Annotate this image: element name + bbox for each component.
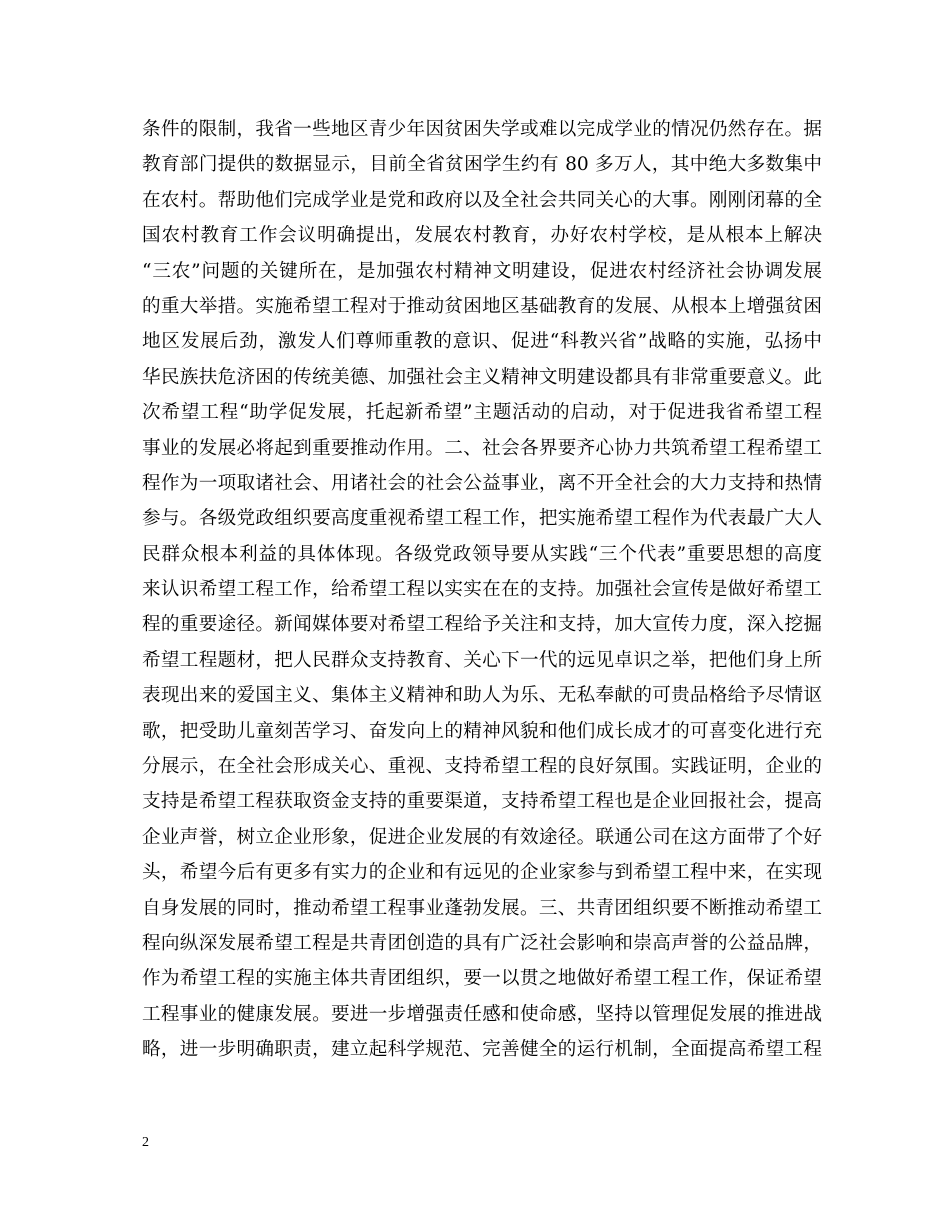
text-line: 条件的限制，我省一些地区青少年因贫困失学或难以完成学业的情况仍然存在。据 (142, 119, 822, 140)
text-line: 程向纵深发展希望工程是共青团创造的具有广泛社会影响和崇高声誉的公益品牌， (142, 932, 822, 954)
text-line: 在农村。帮助他们完成学业是党和政府以及全社会共同关心的大事。刚刚闭幕的全 (142, 189, 822, 211)
text-line: 表现出来的爱国主义、集体主义精神和助人为乐、无私奉献的可贵品格给予尽情讴 (142, 685, 822, 707)
text-line: 企业声誉，树立企业形象，促进企业发展的有效途径。联通公司在这方面带了个好 (142, 826, 822, 848)
body-text (142, 112, 822, 1068)
text-line: 支持是希望工程获取资金支持的重要渠道，支持希望工程也是企业回报社会，提高 (142, 791, 822, 813)
text-line: 分展示，在全社会形成关心、重视、支持希望工程的良好氛围。实践证明，企业的 (142, 756, 822, 778)
text-line: 教育部门提供的数据显示，目前全省贫困学生约有 80 多万人，其中绝大多数集中 (142, 154, 822, 176)
text-line: 来认识希望工程工作，给希望工程以实实在在的支持。加强社会宣传是做好希望工 (142, 579, 822, 601)
text-line: 华民族扶危济困的传统美德、加强社会主义精神文明建设都具有非常重要意义。此 (142, 366, 822, 388)
text-line: 民群众根本利益的具体体现。各级党政领导要从实践“三个代表”重要思想的高度 (142, 543, 822, 565)
text-line: 头，希望今后有更多有实力的企业和有远见的企业家参与到希望工程中来，在实现 (142, 862, 822, 884)
text-line: 作为希望工程的实施主体共青团组织，要一以贯之地做好希望工程工作，保证希望 (142, 968, 822, 990)
text-line: 希望工程题材，把人民群众支持教育、关心下一代的远见卓识之举，把他们身上所 (142, 649, 822, 671)
text-line: 程作为一项取诸社会、用诸社会的社会公益事业，离不开全社会的大力支持和热情 (142, 472, 822, 494)
text-line: 次希望工程“助学促发展，托起新希望”主题活动的启动，对于促进我省希望工程 (142, 402, 822, 424)
text-line: 工程事业的健康发展。要进一步增强责任感和使命感，坚持以管理促发展的推进战 (142, 1003, 822, 1025)
text-line: 的重大举措。实施希望工程对于推动贫困地区基础教育的发展、从根本上增强贫困 (142, 295, 822, 317)
text-line: 事业的发展必将起到重要推动作用。二、社会各界要齐心协力共筑希望工程希望工 (142, 437, 822, 459)
text-line: 略，进一步明确职责，建立起科学规范、完善健全的运行机制，全面提高希望工程 (142, 1039, 822, 1061)
text-line: 歌，把受助儿童刻苦学习、奋发向上的精神风貌和他们成长成才的可喜变化进行充 (142, 720, 822, 742)
text-line: “三农”问题的关键所在，是加强农村精神文明建设，促进农村经济社会协调发展 (142, 260, 822, 282)
page-number: 2 (142, 1135, 149, 1150)
text-line: 地区发展后劲，激发人们尊师重教的意识、促进“科教兴省”战略的实施，弘扬中 (142, 331, 822, 353)
text-line: 国农村教育工作会议明确提出，发展农村教育，办好农村学校，是从根本上解决 (142, 225, 822, 247)
text-line: 自身发展的同时，推动希望工程事业蓬勃发展。三、共青团组织要不断推动希望工 (142, 897, 822, 919)
text-line: 程的重要途径。新闻媒体要对希望工程给予关注和支持，加大宣传力度，深入挖掘 (142, 614, 822, 636)
text-line: 参与。各级党政组织要高度重视希望工程工作，把实施希望工程作为代表最广大人 (142, 508, 822, 530)
